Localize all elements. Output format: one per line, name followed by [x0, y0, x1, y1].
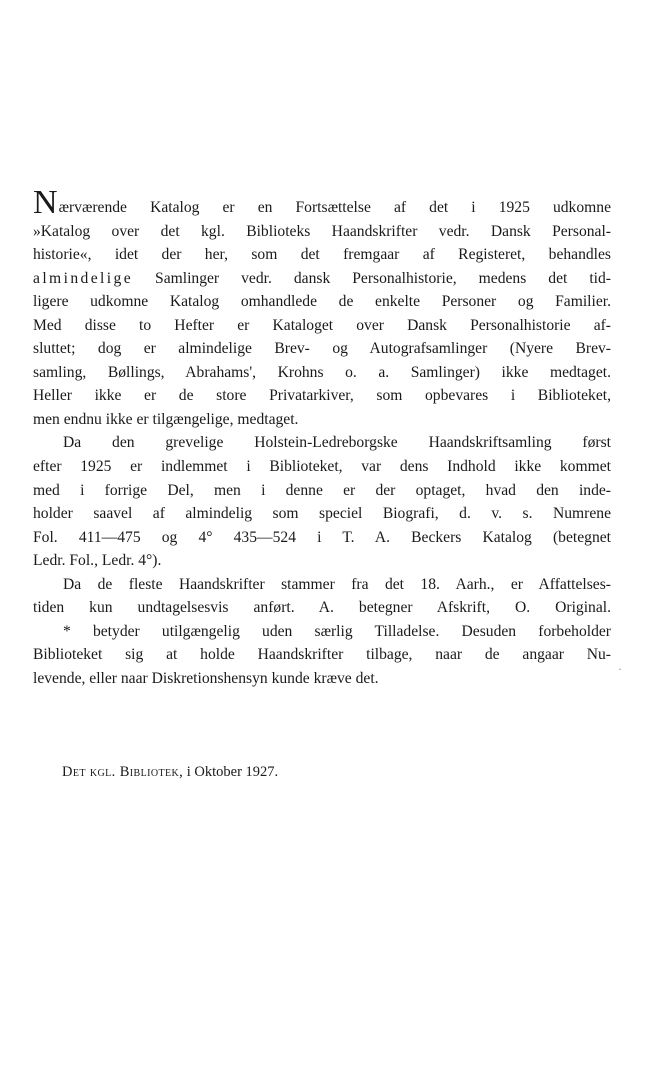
text-line: Fol. 411—475 og 4° 435—524 i T. A. Beckers Katalog (betegnet [33, 528, 611, 546]
text-line: * betyder utilgængelig uden særlig Tilladelse. Desuden forbeholder [63, 622, 611, 640]
text-line: historie«, idet der her, som det fremgaar af Registeret, behandles [33, 246, 611, 264]
text-line: med i forrige Del, men i denne er der optaget, hvad den inde- [33, 481, 611, 499]
text-line: sluttet; dog er almindelige Brev- og Autografsamlinger (Nyere Brev- [33, 340, 611, 358]
text-line: »Katalog over det kgl. Biblioteks Haandskrifter vedr. Dansk Personal- [33, 222, 611, 240]
institution-name: Det kgl. Bibliotek, [62, 764, 184, 780]
text-line: tiden kun undtagelsesvis anført. A. betegner Afskrift, O. Original. [33, 599, 611, 617]
text-line: samling, Bøllings, Abrahams', Krohns o. a. Samlinger) ikke medtaget. [33, 363, 611, 381]
text-line: ligere udkomne Katalog omhandlede de enkelte Personer og Familier. [33, 293, 611, 311]
text-line: men endnu ikke er tilgængelige, medtaget. [33, 410, 299, 428]
preface-text [33, 184, 611, 690]
signature [62, 762, 278, 782]
text-line: Ledr. Fol., Ledr. 4°). [33, 552, 162, 570]
text-line: efter 1925 er indlemmet i Biblioteket, var dens Indhold ikke kommet [33, 458, 611, 476]
text-line: Biblioteket sig at holde Haandskrifter tilbage, naar de angaar Nu- [33, 646, 611, 664]
margin-mark: · [618, 662, 622, 676]
text-line: Med disse to Hefter er Kataloget over Dansk Personalhistorie af- [33, 316, 611, 334]
signature-date: i Oktober 1927. [186, 764, 279, 780]
text-line: Da de fleste Haandskrifter stammer fra det 18. Aarh., er Affattelses- [63, 575, 611, 593]
text-line: Da den grevelige Holstein-Ledreborgske Haandskriftsamling først [63, 434, 611, 452]
text-line: Heller ikke er de store Privatarkiver, som opbevares i Biblioteket, [33, 387, 611, 405]
emphasized-word: almindelige [33, 269, 134, 287]
initial-letter: N [33, 184, 58, 221]
text-line: holder saavel af almindelig som speciel Biografi, d. v. s. Numrene [33, 505, 611, 523]
text-line: almindelige Samlinger vedr. dansk Personalhistorie, medens det tid- [33, 269, 611, 287]
text-line: Nærværende Katalog er en Fortsættelse af det i 1925 udkomne [33, 184, 611, 221]
text-line: levende, eller naar Diskretionshensyn kunde kræve det. [33, 669, 379, 687]
